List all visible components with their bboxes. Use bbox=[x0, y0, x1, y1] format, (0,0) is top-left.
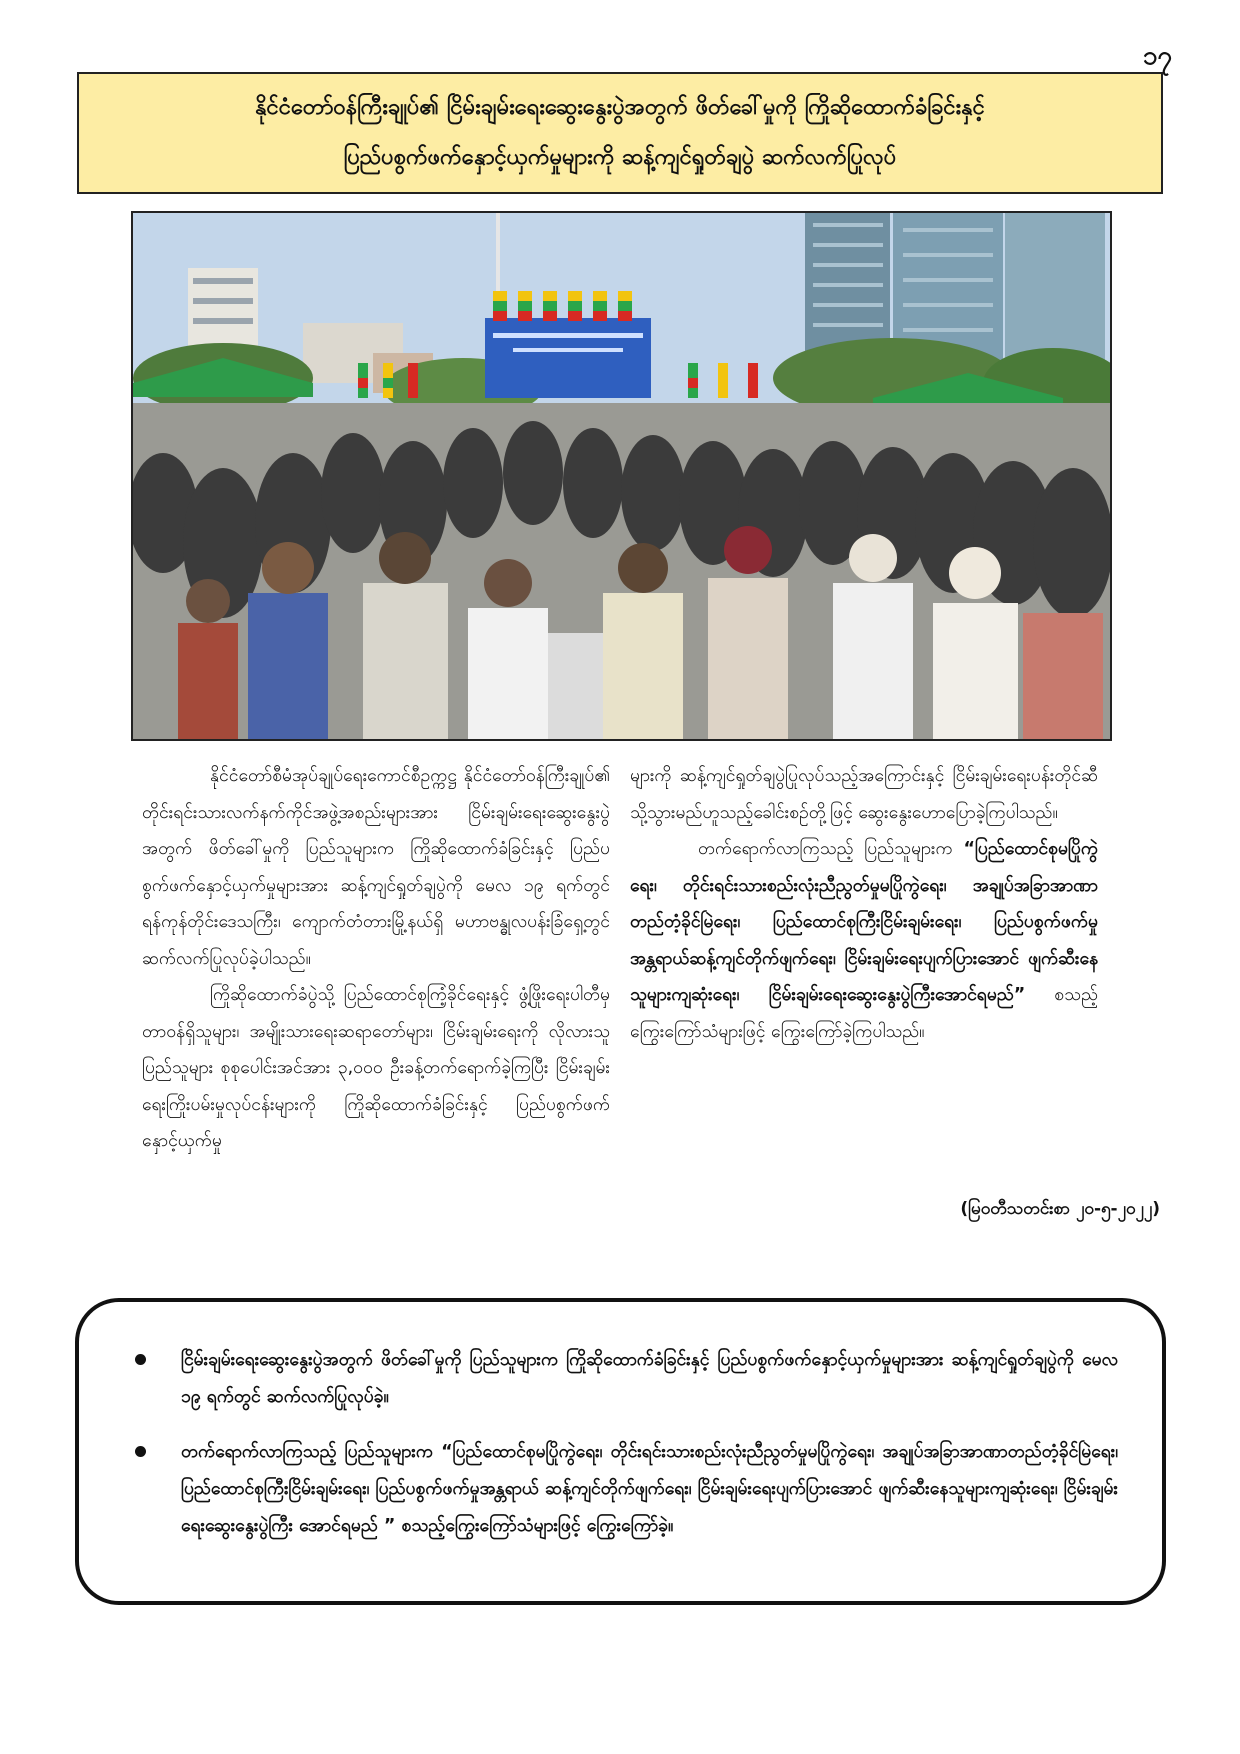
article-paragraph: နိုင်ငံတော်စီမံအုပ်ချုပ်ရေးကောင်စီဥက္ကဋ္ဌ နိုင်ငံတော်ဝန်ကြီးချုပ်၏ တိုင်းရင်းသားလက်နက်ကိုင်အဖွဲ့အစည်းများအား ငြိမ်းချမ်းရေးဆွေးနွေးပွဲအတွက် ဖိတ်ခေါ်မှုကို ပြည်သူများက ကြိုဆိုထောက်ခံခြင်းနှင့် ပြည်ပစွက်ဖက်နှောင့်ယှက်မှုများအား ဆန့်ကျင်ရှုတ်ချပွဲကို မေလ ၁၉ ရက်တွင် ရန်ကုန်တိုင်းဒေသကြီး၊ ကျောက်တံတားမြို့နယ်ရှိ မဟာဗန္ဓုလပန်းခြံရှေ့တွင် ဆက်လက်ပြုလုပ်ခဲ့ပါသည်။ bbox=[142, 766, 610, 969]
summary-item bbox=[135, 1342, 1118, 1416]
paragraph-intro: တက်ရောက်လာကြသည့် ပြည်သူများက bbox=[698, 839, 964, 859]
page-number: ၁၇ bbox=[1142, 41, 1172, 71]
source-citation: (မြဝတီသတင်းစာ ၂၀-၅-၂၀၂၂) bbox=[960, 1199, 1160, 1219]
headline-line-2: ပြည်ပစွက်ဖက်နှောင့်ယှက်မှုများကို ဆန့်ကျင်ရှုတ်ချပွဲ ဆက်လက်ပြုလုပ် bbox=[343, 145, 897, 170]
article-paragraph bbox=[630, 831, 1098, 1050]
bullet-icon bbox=[135, 1446, 146, 1457]
summary-box bbox=[75, 1298, 1166, 1605]
article-right-column bbox=[630, 758, 1098, 1050]
article-paragraph: များကို ဆန့်ကျင်ရှုတ်ချပွဲပြုလုပ်သည့်အကြောင်းနှင့် ငြိမ်းချမ်းရေးပန်းတိုင်ဆီသို့သွားမည်ဟူသည့်ခေါင်းစဉ်တို့ဖြင့် ဆွေးနွေးဟောပြောခဲ့ကြပါသည်။ bbox=[630, 766, 1098, 823]
summary-item bbox=[135, 1434, 1118, 1545]
slogans-bold: “ပြည်ထောင်စုမပြိုကွဲရေး၊ တိုင်းရင်းသားစည်းလုံးညီညွတ်မှုမပြိုကွဲရေး၊ အချုပ်အခြာအာဏာတည်တံ့ခိုင်မြဲရေး၊ ပြည်ထောင်စုကြီးငြိမ်းချမ်းရေး၊ ပြည်ပစွက်ဖက်မှုအန္တရာယ်ဆန့်ကျင်တိုက်ဖျက်ရေး၊ ငြိမ်းချမ်းရေးပျက်ပြားအောင် ဖျက်ဆီးနေသူများကျဆုံးရေး၊ ငြိမ်းချမ်းရေးဆွေးနွေးပွဲကြီးအောင်ရမည်” bbox=[630, 839, 1098, 1005]
summary-item-text: ငြိမ်းချမ်းရေးဆွေးနွေးပွဲအတွက် ဖိတ်ခေါ်မှုကို ပြည်သူများက ကြိုဆိုထောက်ခံခြင်းနှင့် ပြည်ပစွက်ဖက်နှောင့်ယှက်မှုများအား ဆန့်ကျင်ရှုတ်ချပွဲကို မေလ ၁၉ ရက်တွင် ဆက်လက်ပြုလုပ်ခဲ့။ bbox=[181, 1350, 1118, 1407]
article-left-column bbox=[142, 758, 610, 1160]
headline-line-1: နိုင်ငံတော်ဝန်ကြီးချုပ်၏ ငြိမ်းချမ်းရေးဆွေးနွေးပွဲအတွက် ဖိတ်ခေါ်မှုကို ကြိုဆိုထောက်ခံခြင်းနှင့် bbox=[255, 95, 985, 120]
summary-list bbox=[135, 1342, 1118, 1545]
bullet-icon bbox=[135, 1354, 146, 1365]
crowd-rally-photo bbox=[131, 211, 1112, 741]
headline-box bbox=[77, 72, 1163, 194]
article-paragraph: ကြိုဆိုထောက်ခံပွဲသို့ ပြည်ထောင်စုကြံ့ခိုင်ရေးနှင့် ဖွံ့ဖြိုးရေးပါတီမှ တာဝန်ရှိသူများ၊ အမျိုးသားရေးဆရာတော်များ၊ ငြိမ်းချမ်းရေးကို လိုလားသူပြည်သူများ စုစုပေါင်းအင်အား ၃,၀၀၀ ဦးခန့်တက်ရောက်ခဲ့ကြပြီး ငြိမ်းချမ်းရေးကြိုးပမ်းမှုလုပ်ငန်းများကို ကြိုဆိုထောက်ခံခြင်းနှင့် ပြည်ပစွက်ဖက်နှောင့်ယှက်မှု bbox=[142, 985, 610, 1151]
summary-item-text: တက်ရောက်လာကြသည့် ပြည်သူများက “ပြည်ထောင်စုမပြိုကွဲရေး၊ တိုင်းရင်းသားစည်းလုံးညီညွတ်မှုမပြိုကွဲရေး၊ အချုပ်အခြာအာဏာတည်တံ့ခိုင်မြဲရေး၊ ပြည်ထောင်စုကြီးငြိမ်းချမ်းရေး၊ ပြည်ပစွက်ဖက်မှုအန္တရာယ် ဆန့်ကျင်တိုက်ဖျက်ရေး၊ ငြိမ်းချမ်းရေးပျက်ပြားအောင် ဖျက်ဆီးနေသူများကျဆုံးရေး၊ ငြိမ်းချမ်းရေးဆွေးနွေးပွဲကြီး အောင်ရမည် ” စသည့်ကြွေးကြော်သံများဖြင့် ကြွေးကြော်ခဲ့။ bbox=[181, 1442, 1118, 1536]
paragraph-tail: စသည့်ကြွေးကြော်သံများဖြင့် ကြွေးကြော်ခဲ့ကြပါသည်။ bbox=[630, 985, 1098, 1042]
